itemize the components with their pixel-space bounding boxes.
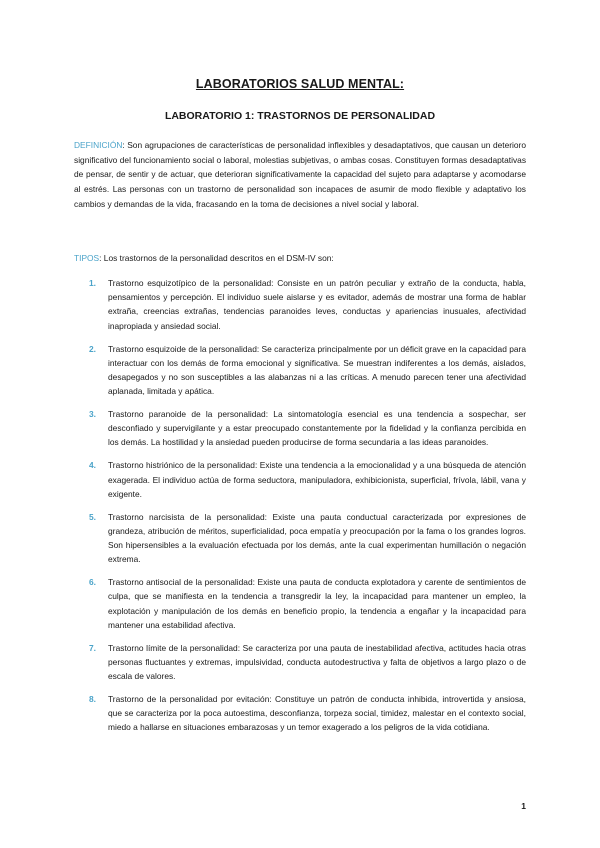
list-item-text: Trastorno narcisista de la personalidad: Existe una pauta conductual caracterizada por expresiones de grandeza, atribución de méritos, superficialidad, poca empatía y preocupación por la fama o los grandes logros. Son hipersensibles a la evaluación efectuada por los demás, ante la cual experimentan humillación o negación extrema. <box>108 511 526 565</box>
list-item-number: 8. <box>89 693 96 704</box>
list-item <box>74 407 526 450</box>
list-item-text: Trastorno antisocial de la personalidad: Existe una pauta de conducta explotadora y carente de sentimientos de culpa, que se manifiesta en la tendencia a transgredir la ley, la incapacidad para mantener un empleo, la explotación y manipulación de los demás en beneficio propio, la tendencia a engañar y la incapacidad para mantener una estabilidad afectiva. <box>108 577 526 630</box>
list-item-number: 2. <box>89 343 96 354</box>
tipos-text: : Los trastornos de la personalidad descritos en el DSM-IV son: <box>99 253 334 263</box>
list-item-text: Trastorno paranoide de la personalidad: La sintomatología esencial es una tendencia a sospechar, ser desconfiado y supervigilante y a estar preocupado constantemente por la fidelidad y la confianza percibida en los demás. La hostilidad y la ansiedad pueden producirse de forma secundaria a las ideas paranoides. <box>108 409 526 448</box>
list-item-text: Trastorno histriónico de la personalidad: Existe una tendencia a la emocionalidad y a una búsqueda de atención exagerada. El individuo actúa de forma seductora, manipuladora, exhibicionista, superficial, frívola, lábil, vana y exigente. <box>108 460 526 499</box>
definition-paragraph <box>74 138 526 212</box>
definition-label: DEFINICIÓN <box>74 140 123 150</box>
document-subtitle: LABORATORIO 1: TRASTORNOS DE PERSONALIDAD <box>164 110 436 122</box>
list-item-text: Trastorno de la personalidad por evitación: Constituye un patrón de conducta inhibida, introvertida y ansiosa, que se caracteriza por la poca autoestima, desconfianza, torpeza social, timidez, malestar en el contexto social, miedo a hallarse en situaciones embarazosas y un temor exagerado a los peligros de la vida cotidiana. <box>108 693 526 733</box>
list-item <box>74 342 526 399</box>
disorders-list <box>74 276 526 743</box>
list-item <box>74 276 526 333</box>
list-item <box>74 575 526 632</box>
list-item-number: 3. <box>89 409 96 419</box>
tipos-label: TIPOS <box>74 253 100 263</box>
list-item <box>74 641 526 684</box>
list-item-number: 6. <box>89 577 96 588</box>
page-number: 1 <box>521 801 526 811</box>
definition-text: : Son agrupaciones de características de personalidad inflexibles y desadaptativos, que causan un deterioro significativo del funcionamiento social o laboral, molestias subjetivas, o ambas cosas. Constituyen formas desadaptativas de pensar, de sentir y de actuar, que deterioran significativamente la capacidad del sujeto para adaptarse y acomodarse al estrés. Las personas con un trastorno de personalidad son incapaces de asumir de modo flexible y adaptativo los cambios y demandas de la vida, fracasando en la toma de decisiones a nivel social y laboral. <box>74 140 526 209</box>
list-item-text: Trastorno esquizotípico de la personalidad: Consiste en un patrón peculiar y extraño de la conducta, habla, pensamientos y percepción. El individuo suele aislarse y es evitador, además de mostrar una forma de hablar extraña, creencias extrañas, tendencias paranoides leves, conductas y apariencias inusuales, afectividad inapropiada y ansiedad social. <box>108 278 526 331</box>
document-title: LABORATORIOS SALUD MENTAL: <box>195 77 405 91</box>
list-item-text: Trastorno límite de la personalidad: Se caracteriza por una pauta de inestabilidad afectiva, actitudes hacia otras personas fluctuantes y extremas, impulsividad, conducta autodestructiva y falta de objetivos a largo plazo o de escala de valores. <box>108 642 526 681</box>
tipos-paragraph <box>74 251 526 265</box>
list-item-number: 1. <box>89 278 96 288</box>
list-item-number: 7. <box>89 642 96 653</box>
list-item-number: 5. <box>89 511 96 522</box>
list-item <box>74 510 526 567</box>
list-item <box>74 692 526 735</box>
list-item <box>74 458 526 501</box>
list-item-number: 4. <box>89 460 96 471</box>
list-item-text: Trastorno esquizoide de la personalidad: Se caracteriza principalmente por un déficit grave en la capacidad para interactuar con los demás de forma emocional y significativa. Se muestran indiferentes a los demás, aislados, desapegados y no son susceptibles a las alabanzas ni a las críticas. A menudo parecen tener una afectividad aplanada, limitada y apática. <box>108 343 526 397</box>
